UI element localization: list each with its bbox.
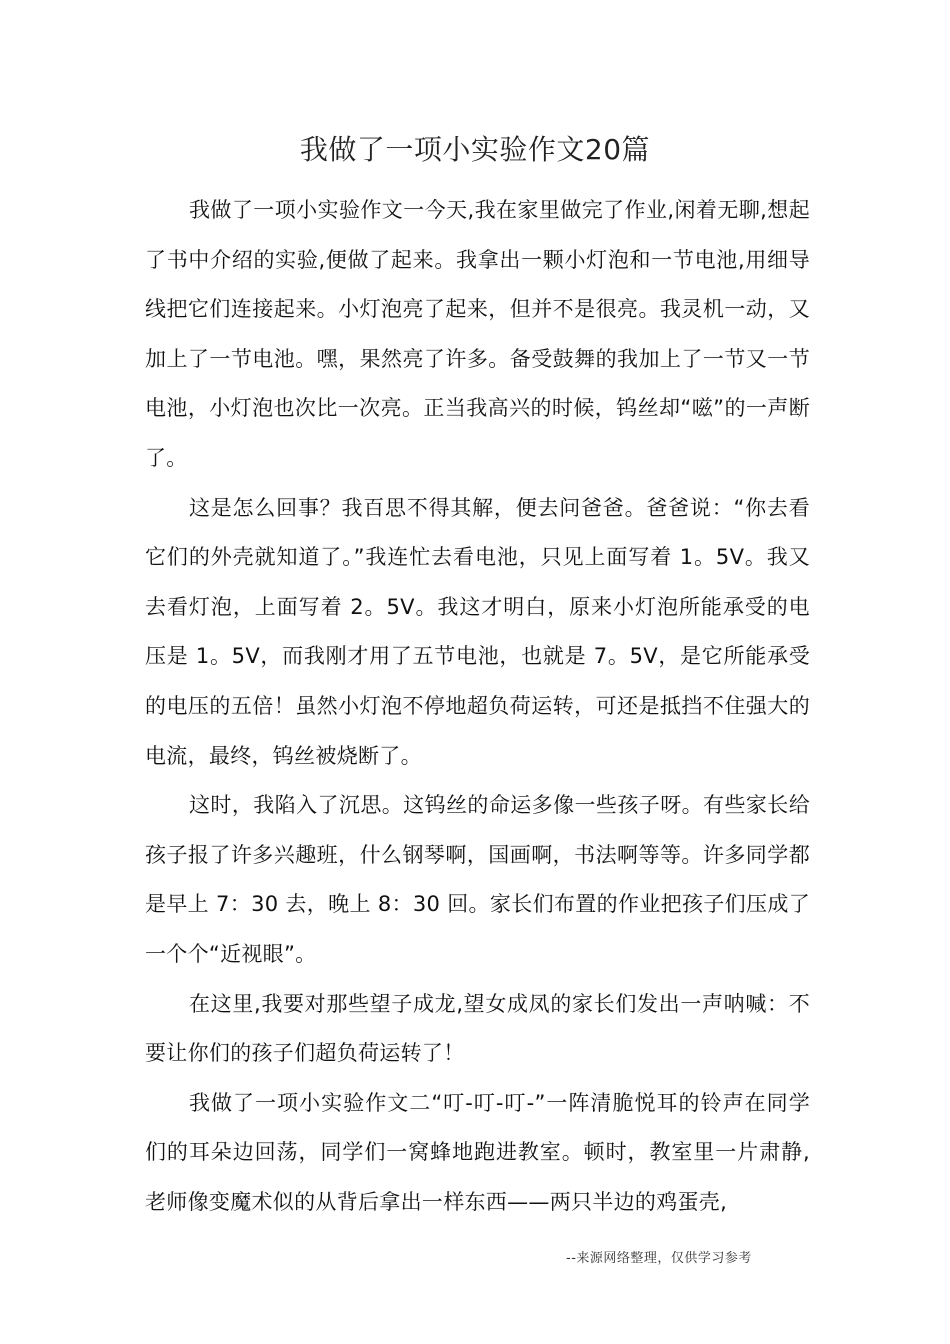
document-body <box>145 186 810 1227</box>
paragraph-3: 这时，我陷入了沉思。这钨丝的命运多像一些孩子呀。有些家长给孩子报了许多兴趣班，什么钢琴啊，国画啊，书法啊等等。许多同学都是早上 7：30 去，晚上 8：30 回。家长们布置的作业把孩子们压成了一个个“近视眼”。 <box>145 793 810 966</box>
paragraph-4: 在这里,我要对那些望子成龙,望女成凤的家长们发出一声呐喊：不要让你们的孩子们超负荷运转了！ <box>145 991 810 1066</box>
paragraph-5: 我做了一项小实验作文二“叮-叮-叮-”一阵清脆悦耳的铃声在同学们的耳朵边回荡，同学们一窝蜂地跑进教室。顿时，教室里一片肃静,老师像变魔术似的从背后拿出一样东西——两只半边的鸡蛋壳, <box>145 1090 810 1214</box>
paragraph-1: 我做了一项小实验作文一今天,我在家里做完了作业,闲着无聊,想起了书中介绍的实验,便做了起来。我拿出一颗小灯泡和一节电池,用细导线把它们连接起来。小灯泡亮了起来，但并不是很亮。我灵机一动，又加上了一节电池。嘿，果然亮了许多。备受鼓舞的我加上了一节又一节电池，小灯泡也次比一次亮。正当我高兴的时候，钨丝却“嗞”的一声断了。 <box>145 198 810 470</box>
document-title: 我做了一项小实验作文20篇 <box>299 133 651 166</box>
paragraph-2: 这是怎么回事？我百思不得其解，便去问爸爸。爸爸说：“你去看它们的外壳就知道了。”我连忙去看电池，只见上面写着 1。5V。我又去看灯泡，上面写着 2。5V。我这才明白，原来小灯泡所能承受的电压是 1。5V，而我刚才用了五节电池，也就是 7。5V，是它所能承受的电压的五倍！虽然小灯泡不停地超负荷运转，可还是抵挡不住强大的电流，最终，钨丝被烧断了。 <box>145 495 810 768</box>
source-footer: --来源网络整理，仅供学习参考 <box>566 1251 752 1266</box>
